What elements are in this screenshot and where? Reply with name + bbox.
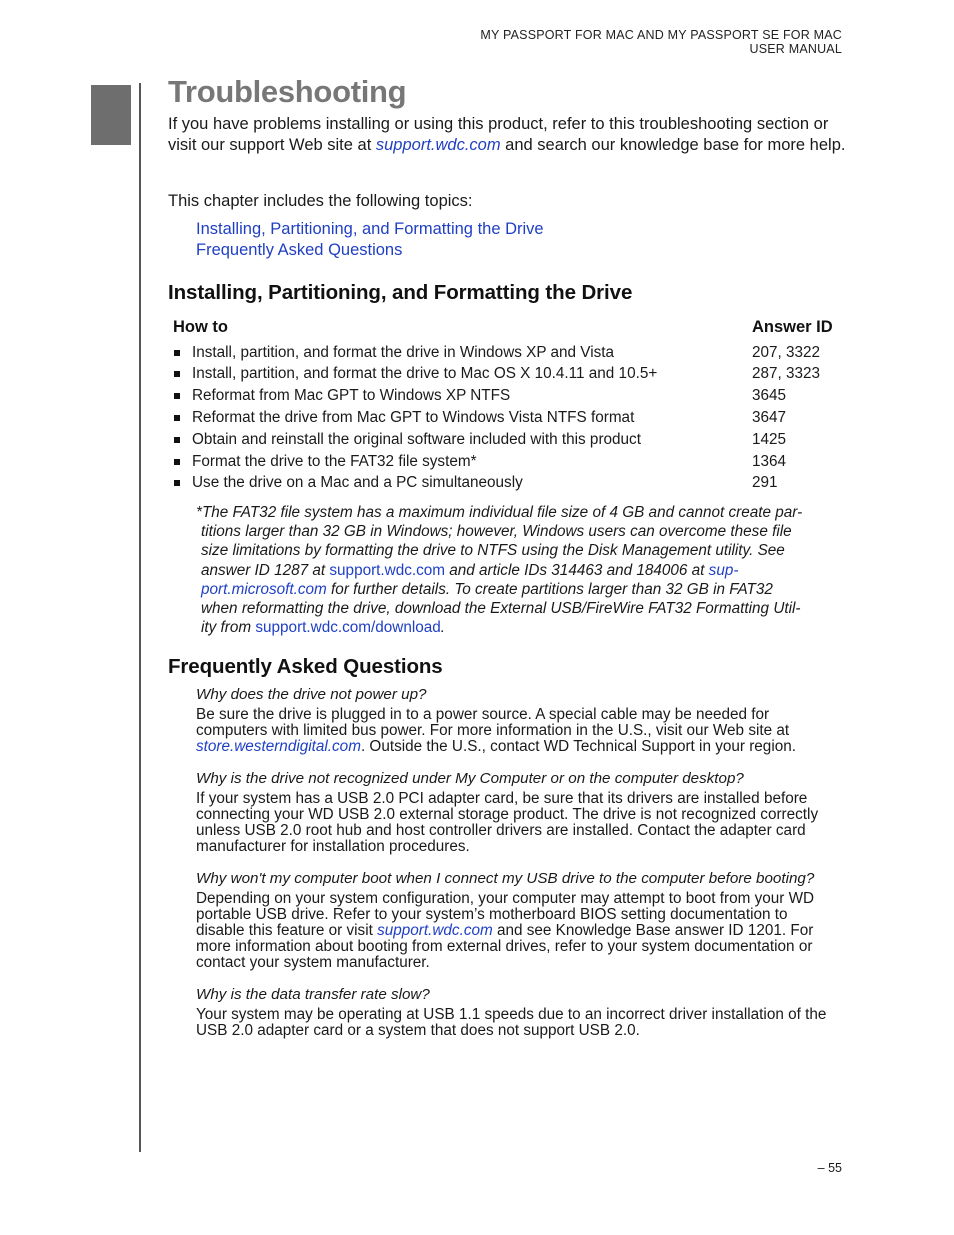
row-text: Use the drive on a Mac and a PC simultaneously (192, 474, 523, 491)
support-link[interactable]: support.wdc.com (377, 922, 493, 939)
manual-title: MY PASSPORT FOR MAC AND MY PASSPORT SE FOR MAC (480, 28, 842, 42)
page-title: Troubleshooting (168, 74, 407, 109)
faq-question: Why is the drive not recognized under My Computer or on the computer desktop? (196, 770, 744, 787)
bullet-icon (174, 437, 180, 443)
faq-answer (196, 707, 846, 755)
answer-text: and see Knowledge Base answer ID 1201. For (492, 922, 814, 939)
faq-answer (196, 791, 846, 855)
answer-text: disable this feature or visit (196, 922, 378, 939)
answer-text: . Outside the U.S., contact WD Technical Support in your region. (360, 738, 796, 755)
row-answer-id: 1425 (752, 431, 787, 448)
microsoft-support-link[interactable]: port.microsoft.com (201, 580, 327, 598)
support-link[interactable]: support.wdc.com (375, 135, 501, 154)
support-link[interactable]: support.wdc.com (329, 561, 446, 579)
table-row (174, 363, 844, 385)
row-answer-id: 1364 (752, 453, 787, 470)
answer-line: Depending on your system configuration, your computer may attempt to boot from your WD (196, 890, 815, 907)
table-row (174, 385, 844, 407)
row-text: Install, partition, and format the drive in Windows XP and Vista (192, 344, 615, 361)
answer-line: manufacturer for installation procedures. (196, 838, 470, 855)
table-row (174, 429, 844, 451)
bullet-icon (174, 371, 180, 377)
footnote-line (196, 580, 821, 599)
footnote-line: *The FAT32 file system has a maximum individual file size of 4 GB and cannot create par- (196, 504, 803, 521)
intro-text-end: and search our knowledge base for more help. (500, 135, 846, 154)
row-text: Reformat the drive from Mac GPT to Windows Vista NTFS format (192, 409, 635, 426)
page-number: – 55 (817, 1161, 842, 1175)
table-row (174, 407, 844, 429)
answer-line: connecting your WD USB 2.0 external storage product. The drive is not recognized correctly (196, 806, 819, 823)
footnote-text: for further details. To create partitions larger than 32 GB in FAT32 (326, 580, 773, 598)
bullet-icon (174, 480, 180, 486)
store-link[interactable]: store.westerndigital.com (196, 738, 361, 755)
footnote-line: when reformatting the drive, download the External USB/FireWire FAT32 Formatting Util- (201, 600, 801, 618)
answer-line: contact your system manufacturer. (196, 954, 430, 971)
microsoft-support-link[interactable]: sup- (708, 561, 739, 579)
chapter-tab (91, 85, 131, 145)
column-header-answer-id: Answer ID (752, 318, 833, 336)
manual-subtitle: USER MANUAL (749, 42, 842, 56)
bullet-icon (174, 415, 180, 421)
row-text: Reformat from Mac GPT to Windows XP NTFS (192, 387, 511, 404)
row-text: Install, partition, and format the drive to Mac OS X 10.4.11 and 10.5+ (192, 365, 658, 382)
column-header-howto: How to (173, 318, 228, 336)
bullet-icon (174, 393, 180, 399)
footnote-line (196, 561, 821, 580)
row-answer-id: 287, 3323 (752, 365, 821, 382)
intro-text: If you have problems installing or using this product, refer to this troubleshooting section or visit our support Web site at (168, 115, 829, 154)
footnote-line (196, 618, 821, 637)
answer-line: If your system has a USB 2.0 PCI adapter card, be sure that its drivers are installed before (196, 790, 808, 807)
table-row (174, 342, 844, 364)
footnote-text: . (440, 619, 446, 637)
answer-line: USB 2.0 adapter card or a system that does not support USB 2.0. (196, 1022, 640, 1039)
faq-answer (196, 1007, 846, 1039)
answer-line: portable USB drive. Refer to your system’s motherboard BIOS setting documentation to (196, 906, 788, 923)
answer-line: Your system may be operating at USB 1.1 speeds due to an incorrect driver installation of the (196, 1006, 827, 1023)
margin-rule (139, 83, 141, 1152)
footnote-text: and article IDs 314463 and 184006 at (445, 561, 709, 579)
footnote-line: titions larger than 32 GB in Windows; however, Windows users can overcome these file (201, 523, 792, 541)
row-answer-id: 3647 (752, 409, 787, 426)
section-heading-installing: Installing, Partitioning, and Formatting the Drive (168, 281, 633, 304)
table-row (174, 451, 844, 473)
row-text: Obtain and reinstall the original software included with this product (192, 431, 641, 448)
answer-line: computers with limited bus power. For more information in the U.S., visit our Web site at (196, 722, 790, 739)
section-heading-faq: Frequently Asked Questions (168, 655, 443, 678)
table-row (174, 472, 844, 494)
toc-link-installing[interactable]: Installing, Partitioning, and Formatting the Drive (196, 220, 544, 238)
bullet-icon (174, 350, 180, 356)
fat32-footnote (196, 503, 821, 637)
row-answer-id: 291 (752, 474, 778, 491)
faq-answer (196, 891, 846, 971)
bullet-icon (174, 459, 180, 465)
answer-line: more information about booting from external drives, refer to your system documentation or (196, 938, 813, 955)
faq-question: Why does the drive not power up? (196, 686, 427, 703)
download-link[interactable]: support.wdc.com/download (255, 619, 441, 637)
faq-question: Why won't my computer boot when I connect my USB drive to the computer before booting? (196, 870, 815, 887)
intro-paragraph (168, 114, 848, 155)
chapter-includes: This chapter includes the following topics: (168, 192, 473, 210)
footnote-line: size limitations by formatting the drive to NTFS using the Disk Management utility. See (201, 542, 785, 560)
row-answer-id: 3645 (752, 387, 787, 404)
footnote-text: answer ID 1287 at (201, 561, 330, 579)
answer-line (196, 739, 846, 755)
answer-line (196, 923, 846, 939)
answer-line: Be sure the drive is plugged in to a power source. A special cable may be needed for (196, 706, 770, 723)
row-text: Format the drive to the FAT32 file system* (192, 453, 477, 470)
faq-question: Why is the data transfer rate slow? (196, 986, 430, 1003)
row-answer-id: 207, 3322 (752, 344, 821, 361)
answer-line: unless USB 2.0 root hub and host controller drivers are installed. Contact the adapter card (196, 822, 806, 839)
toc-link-faq[interactable]: Frequently Asked Questions (196, 241, 403, 259)
footnote-text: ity from (201, 619, 256, 637)
